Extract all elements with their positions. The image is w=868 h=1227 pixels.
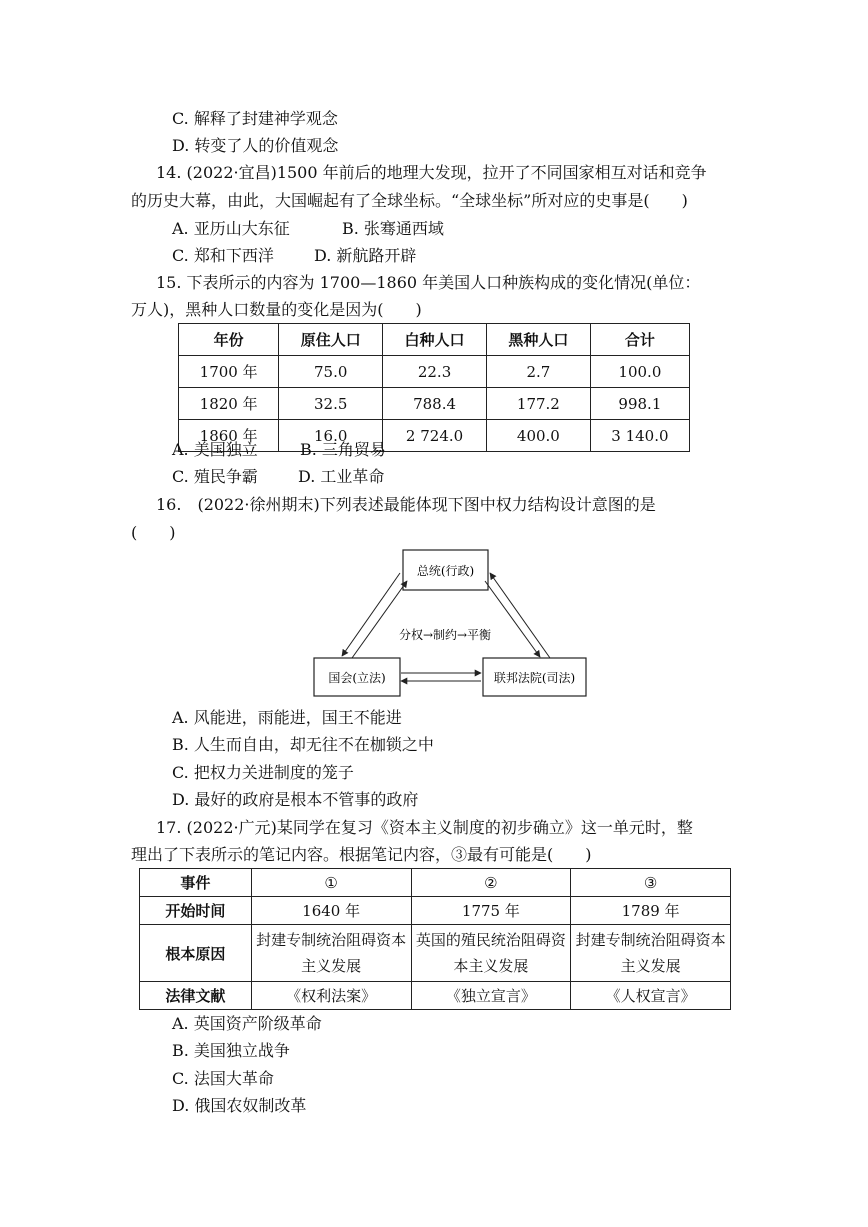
q15-option-b: B. 三角贸易	[300, 440, 386, 459]
table-cell: 32.5	[279, 388, 383, 420]
table-cell: 75.0	[279, 356, 383, 388]
table-cell: 《权利法案》	[251, 982, 411, 1010]
balance-caption: 分权→制约→平衡	[398, 628, 492, 642]
table-row	[179, 356, 690, 388]
table-cell: 100.0	[590, 356, 689, 388]
table-cell: 400.0	[486, 420, 590, 452]
table-row	[140, 982, 731, 1010]
arrow-legislature-to-executive	[352, 581, 407, 658]
table-header: 黑种人口	[486, 324, 590, 356]
table-header: 合计	[590, 324, 689, 356]
q14-stem-line2: 的历史大幕，由此，大国崛起有了全球坐标。“全球坐标”所对应的史事是( )	[131, 191, 688, 210]
judiciary-label: 联邦法院(司法)	[493, 671, 576, 685]
table-row-label: 法律文献	[140, 982, 252, 1010]
executive-label: 总统(行政)	[416, 564, 475, 578]
q15-population-table	[178, 323, 690, 452]
q15-options-cd	[172, 464, 384, 490]
q15-option-c: C. 殖民争霸	[172, 467, 258, 486]
table-header: 事件	[140, 869, 252, 897]
table-cell: 998.1	[590, 388, 689, 420]
table-cell: 1789 年	[571, 897, 731, 925]
q16-option-b: B. 人生而自由，却无往不在枷锁之中	[172, 735, 434, 754]
table-row	[140, 897, 731, 925]
q17-option-d: D. 俄国农奴制改革	[172, 1096, 307, 1115]
table-row	[179, 388, 690, 420]
table-row	[140, 925, 731, 982]
q17-stem-line2: 理出了下表所示的笔记内容。根据笔记内容，③最有可能是( )	[131, 845, 592, 864]
q17-option-b: B. 美国独立战争	[172, 1041, 290, 1060]
table-cell: 封建专制统治阻碍资本主义发展	[571, 925, 731, 982]
q16-option-c: C. 把权力关进制度的笼子	[172, 763, 354, 782]
arrow-judiciary-to-executive	[490, 573, 550, 658]
arrow-executive-to-legislature	[342, 573, 400, 656]
q14-option-c: C. 郑和下西洋	[172, 246, 274, 265]
table-cell: 1640 年	[251, 897, 411, 925]
q15-stem-line1: 15. 下表所示的内容为 1700—1860 年美国人口种族构成的变化情况(单位：	[156, 273, 701, 292]
table-cell: 22.3	[383, 356, 487, 388]
table-header: ③	[571, 869, 731, 897]
table-cell: 1860 年	[179, 420, 279, 452]
table-cell: 177.2	[486, 388, 590, 420]
q14-options-ab	[172, 216, 444, 242]
table-cell: 1820 年	[179, 388, 279, 420]
table-row-label: 根本原因	[140, 925, 252, 982]
table-cell: 英国的殖民统治阻碍资本主义发展	[411, 925, 571, 982]
table-header: ②	[411, 869, 571, 897]
table-header: 年份	[179, 324, 279, 356]
q15-stem-line2: 万人)，黑种人口数量的变化是因为( )	[131, 300, 422, 319]
q17-notes-table	[139, 868, 731, 1010]
q16-option-d: D. 最好的政府是根本不管事的政府	[172, 790, 419, 809]
table-cell: 《人权宣言》	[571, 982, 731, 1010]
q14-options-cd	[172, 243, 416, 269]
table-cell: 1775 年	[411, 897, 571, 925]
table-cell: 788.4	[383, 388, 487, 420]
q17-option-c: C. 法国大革命	[172, 1069, 274, 1088]
table-cell: 2 724.0	[383, 420, 487, 452]
table-cell: 1700 年	[179, 356, 279, 388]
q15-option-a: A. 美国独立	[172, 440, 258, 459]
q16-stem-line2: ( )	[131, 523, 176, 542]
q14-option-a: A. 亚历山大东征	[172, 219, 290, 238]
table-cell: 封建专制统治阻碍资本主义发展	[251, 925, 411, 982]
table-cell: 《独立宣言》	[411, 982, 571, 1010]
q13-option-d: D. 转变了人的价值观念	[172, 136, 339, 155]
power-structure-diagram	[300, 545, 600, 705]
q14-option-b: B. 张骞通西域	[342, 219, 444, 238]
table-header: 原住人口	[279, 324, 383, 356]
q14-option-d: D. 新航路开辟	[314, 246, 417, 265]
q13-option-c: C. 解释了封建神学观念	[172, 109, 338, 128]
arrow-executive-to-judiciary	[485, 581, 540, 657]
table-header-row	[179, 324, 690, 356]
q14-stem-line1: 14. (2022·宜昌)1500 年前后的地理大发现，拉开了不同国家相互对话和竞争	[156, 163, 707, 182]
table-row-label: 开始时间	[140, 897, 252, 925]
q15-options-ab	[172, 437, 386, 463]
q17-stem-line1: 17. (2022·广元)某同学在复习《资本主义制度的初步确立》这一单元时，整	[156, 818, 693, 837]
table-header: 白种人口	[383, 324, 487, 356]
table-cell: 16.0	[279, 420, 383, 452]
table-header: ①	[251, 869, 411, 897]
legislature-label: 国会(立法)	[328, 671, 386, 685]
q16-option-a: A. 风能进，雨能进，国王不能进	[172, 708, 402, 727]
table-header-row	[140, 869, 731, 897]
table-cell: 3 140.0	[590, 420, 689, 452]
q16-stem-line1: 16. (2022·徐州期末)下列表述最能体现下图中权力结构设计意图的是	[156, 495, 656, 514]
q15-option-d: D. 工业革命	[298, 467, 385, 486]
q17-option-a: A. 英国资产阶级革命	[172, 1014, 322, 1033]
table-cell: 2.7	[486, 356, 590, 388]
